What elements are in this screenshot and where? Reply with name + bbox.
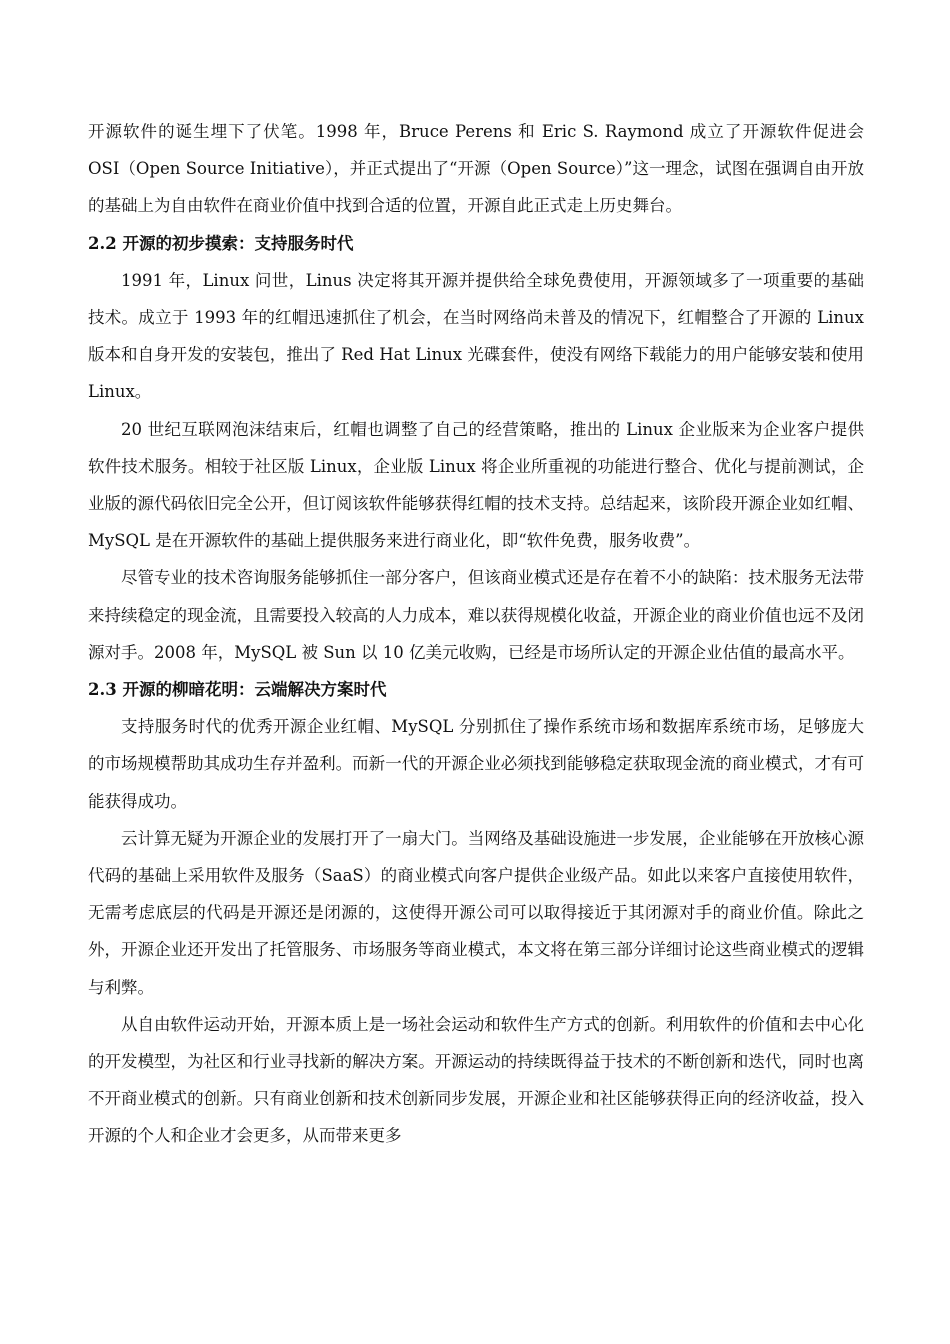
paragraph-linux-redhat: 1991 年，Linux 问世，Linus 决定将其开源并提供给全球免费使用，开源领域多了一项重要的基础技术。成立于 1993 年的红帽迅速抓住了机会，在当时网络尚未普及的情况下，红帽整合了开源的 Linux 版本和自身开发的安装包，推出了 Red Hat Linux 光碟套件，使没有网络下载能力的用户能够安装和使用 Linux。 <box>88 270 864 402</box>
paragraph-service-model-limits: 尽管专业的技术咨询服务能够抓住一部分客户，但该商业模式还是存在着不小的缺陷：技术服务无法带来持续稳定的现金流，且需要投入较高的人力成本，难以获得规模化收益，开源企业的商业价值也远不及闭源对手。2008 年，MySQL 被 Sun 以 10 亿美元收购，已经是市场所认定的开源企业估值的最高水平。 <box>88 568 864 662</box>
paragraph-support-era-summary: 支持服务时代的优秀开源企业红帽、MySQL 分别抓住了操作系统市场和数据库系统市场，足够庞大的市场规模帮助其成功生存并盈利。而新一代的开源企业必须找到能够稳定获取现金流的商业模式，才有可能获得成功。 <box>88 717 864 811</box>
document-body <box>88 113 864 1155</box>
paragraph-continuation: 开源软件的诞生埋下了伏笔。1998 年，Bruce Perens 和 Eric S. Raymond 成立了开源软件促进会 OSI（Open Source Initiative），并正式提出了“开源（Open Source）”这一理念，试图在强调自由开放的基础上为自由软件在商业价值中找到合适的位置，开源自此正式走上历史舞台。 <box>88 122 864 216</box>
paragraph-enterprise-edition: 20 世纪互联网泡沫结束后，红帽也调整了自己的经营策略，推出的 Linux 企业版来为企业客户提供软件技术服务。相较于社区版 Linux，企业版 Linux 将企业所重视的功能进行整合、优化与提前测试，企业版的源代码依旧完全公开，但订阅该软件能够获得红帽的技术支持。总结起来，该阶段开源企业如红帽、MySQL 是在开源软件的基础上提供服务来进行商业化，即“软件免费，服务收费”。 <box>88 419 864 551</box>
paragraph-open-source-innovation: 从自由软件运动开始，开源本质上是一场社会运动和软件生产方式的创新。利用软件的价值和去中心化的开发模型，为社区和行业寻找新的解决方案。开源运动的持续既得益于技术的不断创新和迭代，同时也离不开商业模式的创新。只有商业创新和技术创新同步发展，开源企业和社区能够获得正向的经济收益，投入开源的个人和企业才会更多，从而带来更多 <box>88 1014 864 1146</box>
section-heading-2-2: 2.2 开源的初步摸索：支持服务时代 <box>88 233 354 253</box>
paragraph-cloud-computing: 云计算无疑为开源企业的发展打开了一扇大门。当网络及基础设施进一步发展，企业能够在开放核心源代码的基础上采用软件及服务（SaaS）的商业模式向客户提供企业级产品。如此以来客户直接使用软件，无需考虑底层的代码是开源还是闭源的，这使得开源公司可以取得接近于其闭源对手的商业价值。除此之外，开源企业还开发出了托管服务、市场服务等商业模式，本文将在第三部分详细讨论这些商业模式的逻辑与利弊。 <box>88 828 864 997</box>
section-heading-2-3: 2.3 开源的柳暗花明：云端解决方案时代 <box>88 680 387 700</box>
